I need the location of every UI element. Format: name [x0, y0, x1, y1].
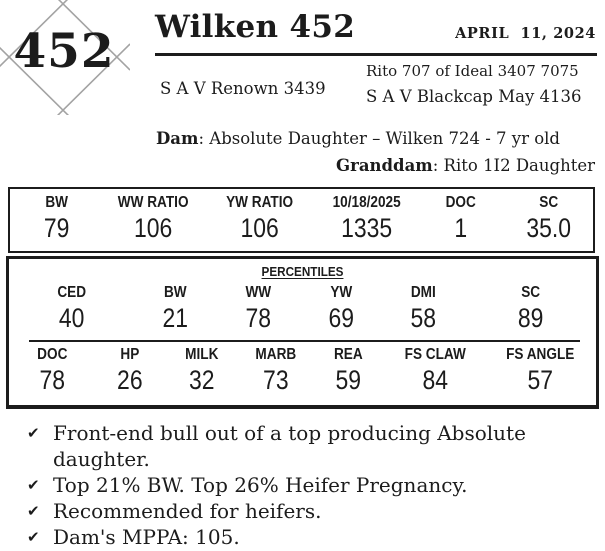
stat-value: 106 [240, 213, 279, 243]
stat-label: WW RATIO [118, 194, 189, 211]
stat-value: 1 [454, 213, 468, 243]
stat-value: 58 [410, 303, 437, 333]
stat-cell [163, 345, 241, 396]
dam-text: : Absolute Daughter – Wilken 724 - 7 yr old [198, 129, 560, 148]
header [0, 0, 605, 187]
stat-value: 1335 [341, 213, 393, 243]
stat-cell [241, 345, 311, 396]
percentiles-row-2 [9, 345, 596, 396]
note-text: Dam's MPPA: 105. [53, 525, 240, 549]
stat-cell [300, 283, 383, 334]
percentiles-divider [29, 340, 580, 342]
stat-label: 10/18/2025 [332, 194, 401, 211]
stat-value: 40 [58, 303, 85, 333]
stat-value: 32 [189, 365, 215, 395]
notes-list [0, 420, 605, 550]
sire-name: S A V Renown 3439 [160, 79, 326, 98]
stat-value: 78 [245, 303, 271, 333]
stat-label: SC [538, 194, 558, 211]
note-item [27, 472, 605, 498]
stat-label: WW [245, 284, 272, 301]
stat-label: YW RATIO [225, 194, 293, 211]
stat-cell [204, 193, 315, 245]
stat-label: CED [57, 284, 87, 301]
stat-cell [382, 283, 465, 334]
lot-number: 452 [13, 24, 115, 79]
stat-cell [134, 283, 217, 334]
note-text: Recommended for heifers. [53, 499, 322, 523]
stat-cell [504, 193, 593, 245]
stat-value: 69 [328, 303, 354, 333]
stat-label: FS CLAW [404, 346, 466, 363]
sire-parent-top: Rito 707 of Ideal 3407 7075 [366, 62, 579, 80]
check-icon: ✔ [27, 502, 40, 520]
note-item [27, 420, 605, 472]
page-title: Wilken 452 [155, 9, 356, 45]
stat-cell [9, 283, 134, 334]
stat-cell [418, 193, 503, 245]
stat-value: 106 [134, 213, 173, 243]
stat-label: MARB [255, 346, 297, 363]
stat-value: 78 [39, 365, 66, 395]
stat-cell [9, 345, 96, 396]
sire-parents [366, 61, 582, 108]
granddam-label: Granddam [336, 156, 433, 175]
stat-label: REA [334, 346, 364, 363]
percentiles-row-1 [9, 283, 596, 334]
check-icon: ✔ [27, 424, 40, 442]
stat-label: HP [119, 346, 139, 363]
percentiles-table [6, 256, 599, 409]
stat-label: DMI [410, 284, 436, 301]
note-item [27, 498, 605, 524]
stat-label: DOC [37, 346, 68, 363]
dam-line [156, 129, 560, 148]
stat-label: MILK [185, 346, 219, 363]
stat-value: 73 [262, 365, 289, 395]
stat-label: SC [520, 284, 540, 301]
check-icon: ✔ [27, 528, 40, 546]
stat-cell [310, 345, 387, 396]
stat-cell [315, 193, 418, 245]
stat-value: 84 [422, 365, 449, 395]
stat-value: 21 [162, 303, 189, 333]
check-icon: ✔ [27, 476, 40, 494]
stat-cell [10, 193, 103, 245]
performance-table [8, 187, 595, 253]
stat-value: 57 [527, 365, 553, 395]
stat-value: 79 [43, 213, 70, 243]
sire-parent-bottom: S A V Blackcap May 4136 [366, 87, 582, 106]
stat-cell [217, 283, 300, 334]
stat-label: BW [45, 194, 69, 211]
granddam-line [336, 156, 595, 175]
stat-cell [96, 345, 164, 396]
dam-label: Dam [156, 129, 199, 148]
stat-label: DOC [445, 194, 477, 211]
note-item [27, 524, 605, 550]
stat-label: FS ANGLE [505, 346, 574, 363]
note-text: Front-end bull out of a top producing Absolute daughter. [53, 421, 526, 471]
stat-value: 59 [336, 365, 362, 395]
stat-cell [465, 283, 596, 334]
note-text: Top 21% BW. Top 26% Heifer Pregnancy. [53, 473, 468, 497]
stat-value: 35.0 [525, 213, 571, 243]
header-rule [155, 53, 597, 56]
stat-value: 89 [517, 303, 544, 333]
stat-cell [484, 345, 596, 396]
percentiles-title: PERCENTILES [261, 264, 344, 279]
stat-label: BW [164, 284, 187, 301]
stat-cell [103, 193, 203, 245]
stat-label: YW [329, 284, 352, 301]
stat-value: 26 [116, 365, 143, 395]
sale-date: APRIL 11, 2024 [455, 25, 596, 42]
granddam-text: : Rito 1I2 Daughter [432, 156, 595, 175]
stat-cell [387, 345, 484, 396]
